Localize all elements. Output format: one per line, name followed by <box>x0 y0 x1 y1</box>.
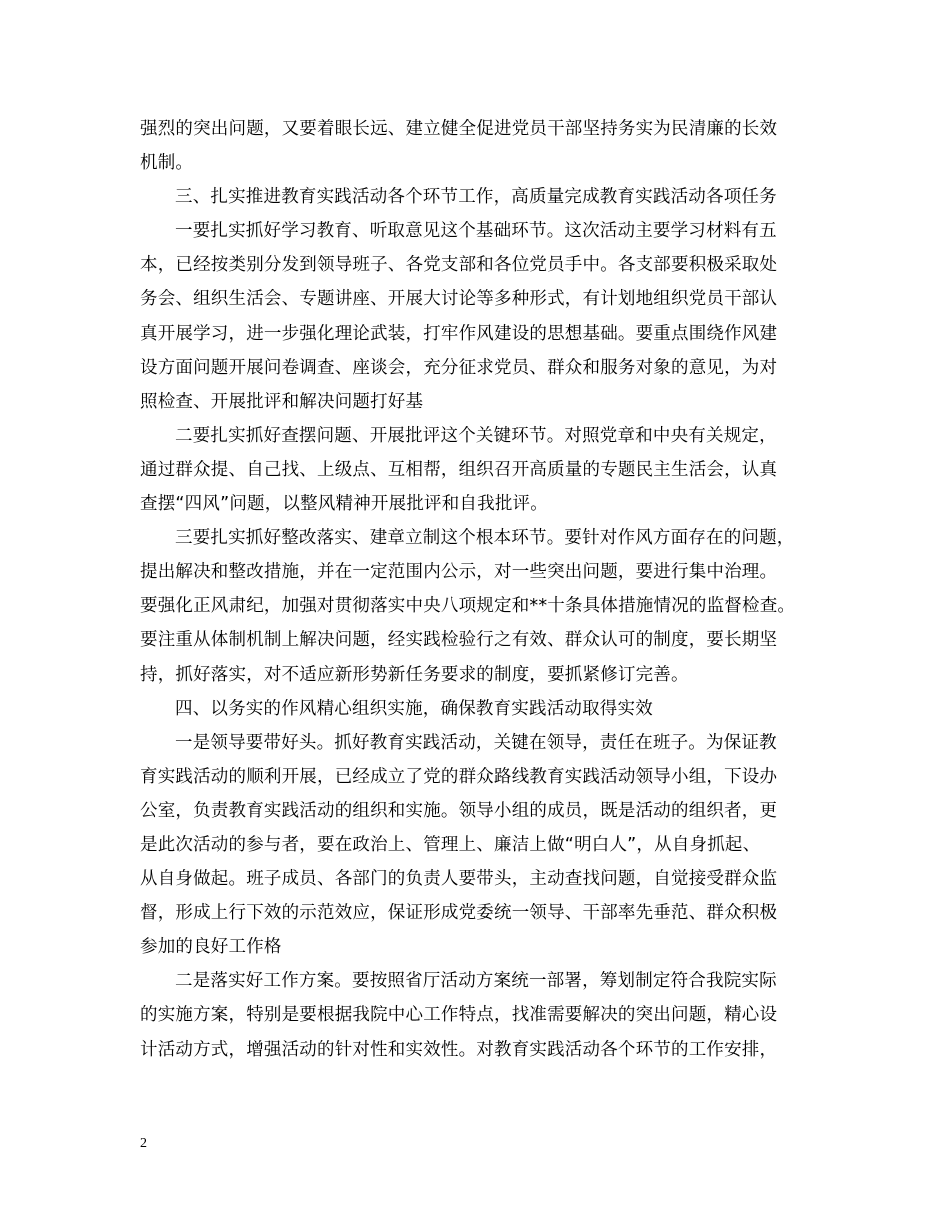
text-line: 育实践活动的顺利开展，已经成立了党的群众路线教育实践活动领导小组，下设办 <box>140 766 778 787</box>
page-number: 2 <box>140 1136 147 1151</box>
text-line: 查摆“四风”问题，以整风精神开展批评和自我批评。 <box>140 494 548 515</box>
section-heading: 三、扎实推进教育实践活动各个环节工作，高质量完成教育实践活动各项任务 <box>175 187 777 208</box>
text-line: 通过群众提、自己找、上级点、互相帮，组织召开高质量的专题民主生活会，认真 <box>140 459 778 480</box>
body-text <box>140 112 820 1067</box>
text-line: 要注重从体制机制上解决问题，经实践检验行之有效、群众认可的制度，要长期坚 <box>140 630 778 651</box>
text-line: 计活动方式，增强活动的针对性和实效性。对教育实践活动各个环节的工作安排， <box>140 1039 778 1060</box>
text-line: 是此次活动的参与者，要在政治上、管理上、廉洁上做“明白人”，从自身抓起、 <box>140 834 761 855</box>
text-line: 机制。 <box>140 153 194 174</box>
text-line: 一要扎实抓好学习教育、听取意见这个基础环节。这次活动主要学习材料有五 <box>175 221 777 242</box>
text-line: 本，已经按类别分发到领导班子、各党支部和各位党员手中。各支部要积极采取处 <box>140 255 778 276</box>
text-line: 持，抓好落实，对不适应新形势新任务要求的制度，要抓紧修订完善。 <box>140 664 689 685</box>
text-line: 照检查、开展批评和解决问题打好基 <box>140 391 424 412</box>
text-line: 要强化正风肃纪，加强对贯彻落实中央八项规定和**十条具体措施情况的监督检查。 <box>140 596 796 617</box>
text-line: 公室，负责教育实践活动的组织和实施。领导小组的成员，既是活动的组织者，更 <box>140 800 778 821</box>
text-line: 二要扎实抓好查摆问题、开展批评这个关键环节。对照党章和中央有关规定， <box>175 425 777 446</box>
text-line: 强烈的突出问题，又要着眼长远、建立健全促进党员干部坚持务实为民清廉的长效 <box>140 119 778 139</box>
text-line: 设方面问题开展问卷调查、座谈会，充分征求党员、群众和服务对象的意见，为对 <box>140 357 778 378</box>
text-line: 从自身做起。班子成员、各部门的负责人要带头，主动查找问题，自觉接受群众监 <box>140 869 778 890</box>
text-line: 一是领导要带好头。抓好教育实践活动，关键在领导，责任在班子。为保证教 <box>175 732 777 753</box>
text-line: 三要扎实抓好整改落实、建章立制这个根本环节。要针对作风方面存在的问题， <box>175 528 795 549</box>
section-heading: 四、以务实的作风精心组织实施，确保教育实践活动取得实效 <box>175 698 653 719</box>
text-line: 务会、组织生活会、专题讲座、开展大讨论等多种形式，有计划地组织党员干部认 <box>140 289 778 310</box>
text-line: 真开展学习，进一步强化理论武装，打牢作风建设的思想基础。要重点围绕作风建 <box>140 323 778 344</box>
text-line: 提出解决和整改措施，并在一定范围内公示，对一些突出问题，要进行集中治理。 <box>140 562 778 583</box>
text-line: 的实施方案，特别是要根据我院中心工作特点，找准需要解决的突出问题，精心设 <box>140 1005 778 1026</box>
text-line: 参加的良好工作格 <box>140 937 282 958</box>
text-line: 二是落实好工作方案。要按照省厅活动方案统一部署，筹划制定符合我院实际 <box>175 971 777 992</box>
text-line: 督，形成上行下效的示范效应，保证形成党委统一领导、干部率先垂范、群众积极 <box>140 903 778 924</box>
